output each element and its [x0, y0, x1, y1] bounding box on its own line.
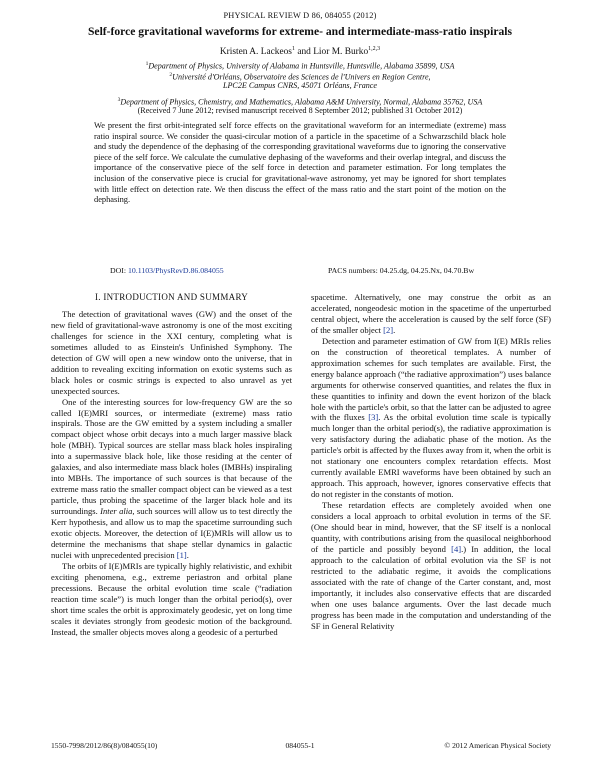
author-name: Kristen A. Lackeos — [219, 47, 292, 58]
paper-title: Self-force gravitational waveforms for extreme- and intermediate-mass-ratio inspirals — [87, 25, 513, 38]
reference-link[interactable]: [4] — [451, 543, 462, 554]
paragraph: The orbits of I(E)MRIs are typically highly relativistic, and exhibit exciting phenomena, e.g., extreme periastron and orbital plane precessions. Because the orbital evolution time scale (“radiation reaction time scale”) is much longer than the orbital period(s), over short time scales the orbit is approximately geodesic, yet on long time scales it deviates strongly from geodesic motion of the background. Instead, the smaller objects moves along a geodesic of a perturbed — [51, 560, 292, 637]
received-dates: (Received 7 June 2012; revised manuscript received 8 September 2012; published 31 October 2012) — [137, 106, 463, 115]
author-name: Lior M. Burko — [313, 47, 369, 58]
page-number: 084055-1 — [285, 741, 315, 750]
reference-link[interactable]: [1] — [176, 549, 187, 560]
section-heading: I. INTRODUCTION AND SUMMARY — [94, 292, 249, 302]
paragraph: Detection and parameter estimation of GW from I(E) MRIs relies on the construction of theoretical templates. A number of approximation schemes for such templates are available. First, the energy balance approach (“the radiative approximation”) uses balance arguments for otherwise conserved quantities, and relates the flux in these quantities to infinity and down the event horizon of the black hole with the particle's orbit, so that the latter can be adjusted to agree with the fluxes [3]. As the orbital evolution time scale is typically much longer than the orbital period(s), the radiative approximation is very satisfactory during the adiabatic phase of the motion. As the particle's orbit is affected by the fluxes away from it, when the orbit is not stationary one encounters complex retardation effects. Most currently available EMRI waveforms have been obtained by such an approach. This approach, however, ignores conservative effects that do not register in the constants of motion. — [311, 335, 551, 500]
affiliation: LPC2E Campus CNRS, 45071 Orléans, France — [222, 81, 377, 90]
right-column — [311, 292, 551, 632]
author-conjunction: and — [294, 47, 314, 58]
paragraph: One of the interesting sources for low-frequency GW are the so called I(E)MRI sources, or intermediate (extreme) mass ratio inspirals. Those are the GW emitted by a system including a smaller compact object whose orbit decays into a much larger massive black hole (MBH). Typical sources are stellar mass black holes inspiraling into a supermassive black hole, like those residing at the center of galaxies, and also intermediate mass black holes (IMBHs) inspiraling into MBHs. The importance of such sources is that because of the extreme mass ratio the smaller compact object can be viewed as a test particle, thus probing the spacetime of the larger black hole and its surroundings. Inter alia, such sources will allow us to test directly the Kerr hypothesis, and allow us to map the spacetime surrounding such exotic objects. Moreover, the detection of I(E)MRIs will allow us to determine the mechanisms that shape stellar dynamics in galactic nuclei with unprecedented precision [1]. — [51, 396, 292, 560]
pacs-numbers: PACS numbers: 04.25.dg, 04.25.Nx, 04.70.Bw — [328, 266, 475, 275]
author-affil-sup: 1 — [291, 46, 295, 52]
paragraph: These retardation effects are completely avoided when one considers a local approach to orbital evolution in terms of the SF. (One should bear in mind, however, that the SF itself is a nonlocal quantity, with contributions arising from the quasilocal neighborhood of the particle and possibly beyond [4].) In addition, the local approach to the calculation of orbital evolution via the SF is not restricted to the adiabatic regime, it avoids the complications associated with the rate of change of the Carter constant, and, most importantly, it includes also conservative effects that are discarded when one uses balance arguments. Over the last decade much progress has been made in the computation and understanding of the SF in General Relativity — [311, 500, 551, 631]
reference-link[interactable]: [3] — [368, 412, 379, 423]
running-head: PHYSICAL REVIEW D 86, 084055 (2012) — [223, 11, 377, 20]
doi: DOI: 10.1103/PhysRevD.86.084055 — [110, 266, 224, 275]
affiliation: $^3$Department of Physics, Chemistry, and Mathematics, Alabama A&M University, Normal, Alabama 35762, USA — [117, 97, 483, 107]
footer-code: 1550-7998/2012/86(8)/084055(10) — [51, 741, 158, 750]
affiliation: $^2$Université d'Orléans, Observatoire des Sciences de l'Univers en Region Centre, — [169, 72, 431, 82]
author-affil-sup: 1,2,3 — [368, 46, 381, 52]
copyright: © 2012 American Physical Society — [444, 741, 551, 750]
abstract: We present the first orbit-integrated self force effects on the gravitational waveform for an intermediate (extreme) mass ratio inspiral source. We consider the quasi-circular motion of a particle in the spacetime of a Schwarzschild black hole and study the dependence of the dephasing of the corresponding gravitational waveforms due to ignoring the conservative piece of the self force. We calculate the cumulative dephasing of the waveforms and their overlap integral, and discuss the importance of the conservative piece of the self force in detection and parameter estimation. For long templates the inclusion of the conservative piece is crucial for gravitational-wave astronomy, yet may be ignored for short templates with little effect on detection rate. We then discuss the effect of the mass ratio and the start point of the motion on the dephasing. — [94, 121, 506, 205]
paragraph: spacetime. Alternatively, one may construe the orbit as an accelerated, nongeodesic motion in the spacetime of the unperturbed central object, where the acceleration is caused by the self force (SF) of the smaller object [2]. — [311, 292, 551, 335]
affiliation: $^1$Department of Physics, University of Alabama in Huntsville, Huntsville, Alabama 35899, USA — [145, 61, 455, 71]
doi-link[interactable]: 10.1103/PhysRevD.86.084055 — [127, 266, 224, 275]
reference-link[interactable]: [2] — [383, 324, 394, 335]
author-line — [0, 46, 600, 57]
left-column — [51, 292, 292, 638]
paragraph: The detection of gravitational waves (GW) and the onset of the new field of gravitational-wave astronomy is one of the most exciting challenges for science in the XXI century, completing what is sometimes alluded to as Einstein's Unfinished Symphony. The detection of GW will open a new window onto the universe, that in addition to revealing exciting information on exotic systems such as black holes or cosmic strings is expected to also unravel as yet unexpected sources. — [51, 308, 292, 396]
